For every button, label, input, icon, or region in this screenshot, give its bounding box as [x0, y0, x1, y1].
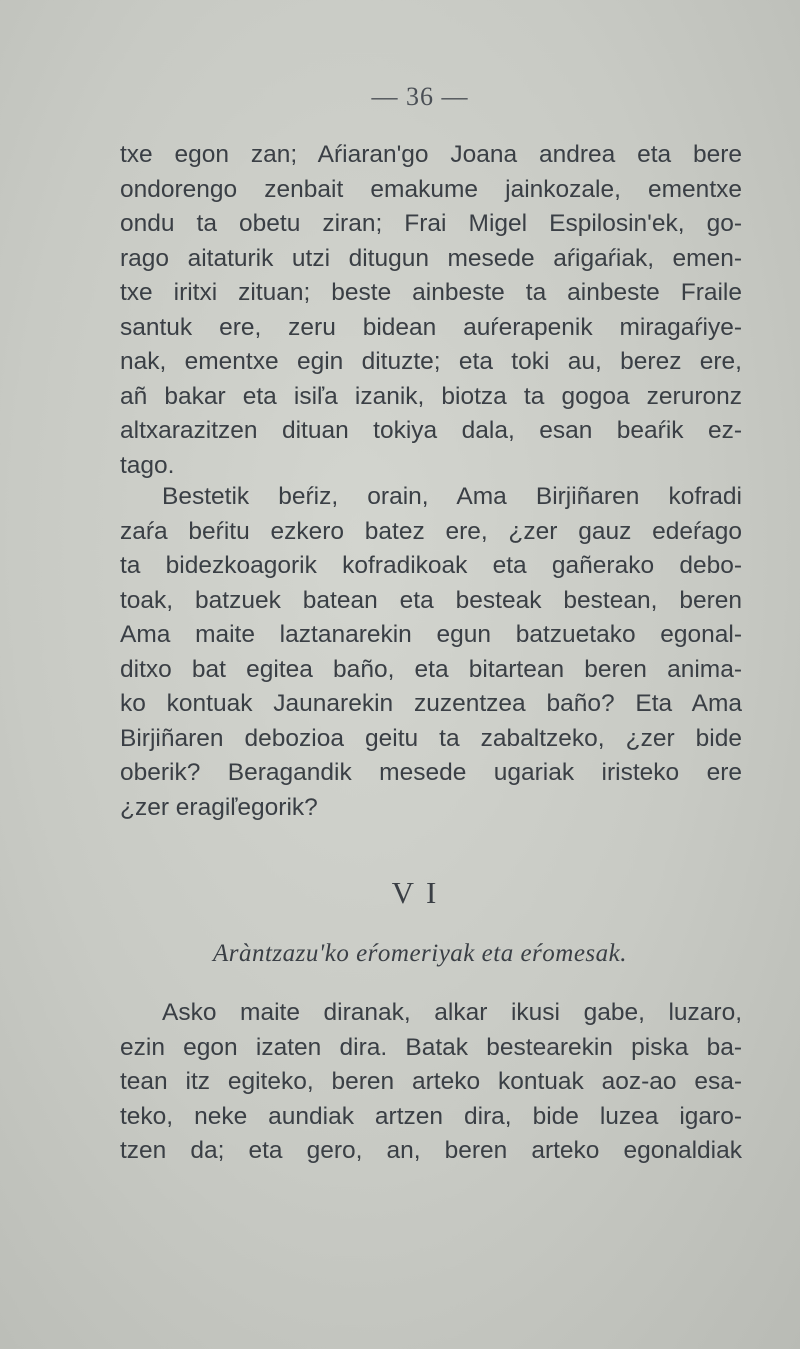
- text-line: Ama maite laztanarekin egun batzuetako egonal-: [120, 621, 742, 648]
- text-line: tzen da; eta gero, an, beren arteko egonaldiak: [120, 1137, 742, 1164]
- text-line: ondorengo zenbait emakume jainkozale, ementxe: [120, 175, 742, 203]
- text-line: ta bidezkoagorik kofradikoak eta gañerako debo-: [120, 552, 742, 579]
- text-line: añ bakar eta isiľa izanik, biotza ta gogoa zeruronz: [120, 382, 742, 410]
- text-line: santuk ere, zeru bidean auŕerapenik miragaŕiye-: [120, 313, 742, 341]
- text-line: oberik? Beragandik mesede ugariak iristeko ere: [120, 759, 742, 786]
- text-line: Birjiñaren debozioa geitu ta zabaltzeko, ¿zer bide: [120, 724, 742, 752]
- text-line: tago.: [120, 451, 175, 479]
- text-line: txe egon zan; Aŕiaran'go Joana andrea eta bere: [120, 141, 742, 168]
- paragraph-2: [120, 480, 742, 825]
- text-line: tean itz egiteko, beren arteko kontuak aoz-ao esa-: [120, 1068, 742, 1095]
- text-line: rago aitaturik utzi ditugun mesede aŕigaŕiak, emen-: [120, 244, 742, 272]
- text-line: Bestetik beŕiz, orain, Ama Birjiñaren kofradi: [162, 483, 742, 510]
- text-line: zaŕa beŕitu ezkero batez ere, ¿zer gauz edeŕago: [120, 517, 742, 545]
- text-line: toak, batzuek batean eta besteak bestean, beren: [120, 586, 742, 614]
- paragraph-1: [120, 138, 742, 483]
- text-line: ezin egon izaten dira. Batak bestearekin piska ba-: [120, 1033, 742, 1061]
- text-line: Asko maite diranak, alkar ikusi gabe, luzaro,: [162, 999, 742, 1026]
- text-line: teko, neke aundiak artzen dira, bide luzea igaro-: [120, 1102, 742, 1130]
- text-line: ¿zer eragiľegorik?: [120, 793, 318, 821]
- text-line: altxarazitzen dituan tokiya dala, esan beaŕik ez-: [120, 417, 742, 444]
- text-line: txe iritxi zituan; beste ainbeste ta ainbeste Fraile: [120, 279, 742, 306]
- text-line: ditxo bat egitea baño, eta bitartean beren anima-: [120, 655, 742, 683]
- text-line: ondu ta obetu ziran; Frai Migel Espilosin'ek, go-: [120, 210, 742, 237]
- text-line: ko kontuak Jaunarekin zuzentzea baño? Eta Ama: [120, 690, 742, 717]
- paragraph-3: [120, 996, 742, 1169]
- text-line: nak, ementxe egin dituzte; eta toki au, berez ere,: [120, 348, 742, 375]
- page-number: — 36 —: [371, 82, 469, 111]
- section-subtitle: Aràntzazu'ko eŕomeriyak eta eŕomesak.: [212, 940, 628, 967]
- section-heading: VI: [391, 875, 449, 910]
